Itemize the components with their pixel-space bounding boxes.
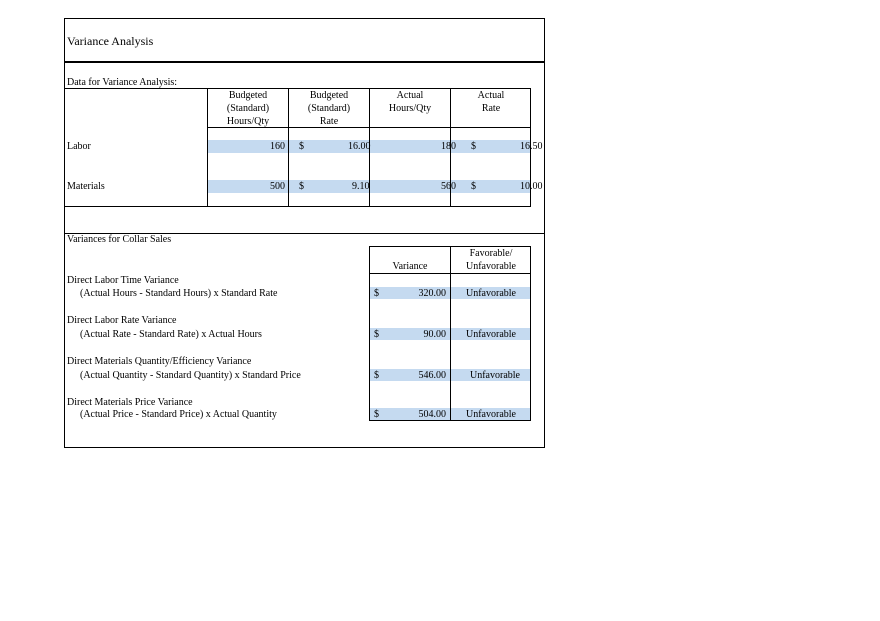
header-std-rate: Budgeted (Standard) Rate — [307, 90, 351, 127]
variance-symbol: $ — [374, 288, 379, 299]
header-act-rate: Actual Rate — [477, 90, 505, 114]
materials-act-rate[interactable]: 10.00 — [520, 181, 543, 192]
labor-std-rate[interactable]: 16.00 — [348, 141, 371, 152]
data-table-top — [64, 88, 531, 89]
variance-name-labor-rate: Direct Labor Rate Variance — [67, 315, 177, 326]
variance-fav-materials-price[interactable]: Unfavorable — [466, 409, 516, 420]
sheet-title: Variance Analysis — [67, 34, 154, 48]
labor-std-qty[interactable]: 160 — [270, 141, 285, 152]
labor-act-rate[interactable]: 16.50 — [520, 141, 543, 152]
labor-std-rate-symbol: $ — [299, 141, 304, 152]
data-heading: Data for Variance Analysis: — [67, 77, 178, 88]
row-label-materials: Materials — [67, 181, 105, 192]
materials-act-qty[interactable]: 560 — [441, 181, 456, 192]
variance-symbol: $ — [374, 329, 379, 340]
title-divider — [64, 61, 545, 63]
header-variance: Variance — [392, 261, 428, 272]
variances-heading: Variances for Collar Sales — [67, 234, 172, 245]
header-unfavorable: Unfavorable — [466, 261, 516, 272]
variance-value-materials-price[interactable]: 504.00 — [418, 409, 446, 420]
variance-name-materials-quantity: Direct Materials Quantity/Efficiency Variance — [67, 356, 252, 367]
header-act-qty: Actual Hours/Qty — [388, 90, 432, 114]
variance-formula-labor-rate: (Actual Rate - Standard Rate) x Actual Hours — [80, 329, 262, 340]
variance-value-labor-rate[interactable]: 90.00 — [423, 329, 446, 340]
materials-std-rate[interactable]: 9.10 — [352, 181, 370, 192]
labor-act-rate-symbol: $ — [471, 141, 476, 152]
variance-name-materials-price: Direct Materials Price Variance — [67, 397, 193, 408]
variance-fav-labor-time[interactable]: Unfavorable — [466, 288, 516, 299]
variance-fav-labor-rate[interactable]: Unfavorable — [466, 329, 516, 340]
labor-act-qty[interactable]: 180 — [441, 141, 456, 152]
variance-symbol: $ — [374, 409, 379, 420]
data-table-bottom — [64, 206, 531, 207]
header-std-qty: Budgeted (Standard) Hours/Qty — [226, 90, 270, 127]
variance-symbol: $ — [374, 370, 379, 381]
variance-formula-labor-time: (Actual Hours - Standard Hours) x Standard Rate — [80, 288, 278, 299]
header-favorable: Favorable/ — [469, 248, 513, 259]
variance-name-labor-time: Direct Labor Time Variance — [67, 275, 179, 286]
materials-std-rate-symbol: $ — [299, 181, 304, 192]
materials-std-qty[interactable]: 500 — [270, 181, 285, 192]
materials-act-rate-symbol: $ — [471, 181, 476, 192]
variance-value-materials-quantity[interactable]: 546.00 — [418, 370, 446, 381]
variance-formula-materials-price: (Actual Price - Standard Price) x Actual Quantity — [80, 409, 277, 420]
variance-formula-materials-quantity: (Actual Quantity - Standard Quantity) x Standard Price — [80, 370, 301, 381]
row-label-labor: Labor — [67, 141, 91, 152]
variance-fav-materials-quantity[interactable]: Unfavorable — [470, 370, 520, 381]
variance-value-labor-time[interactable]: 320.00 — [418, 288, 446, 299]
